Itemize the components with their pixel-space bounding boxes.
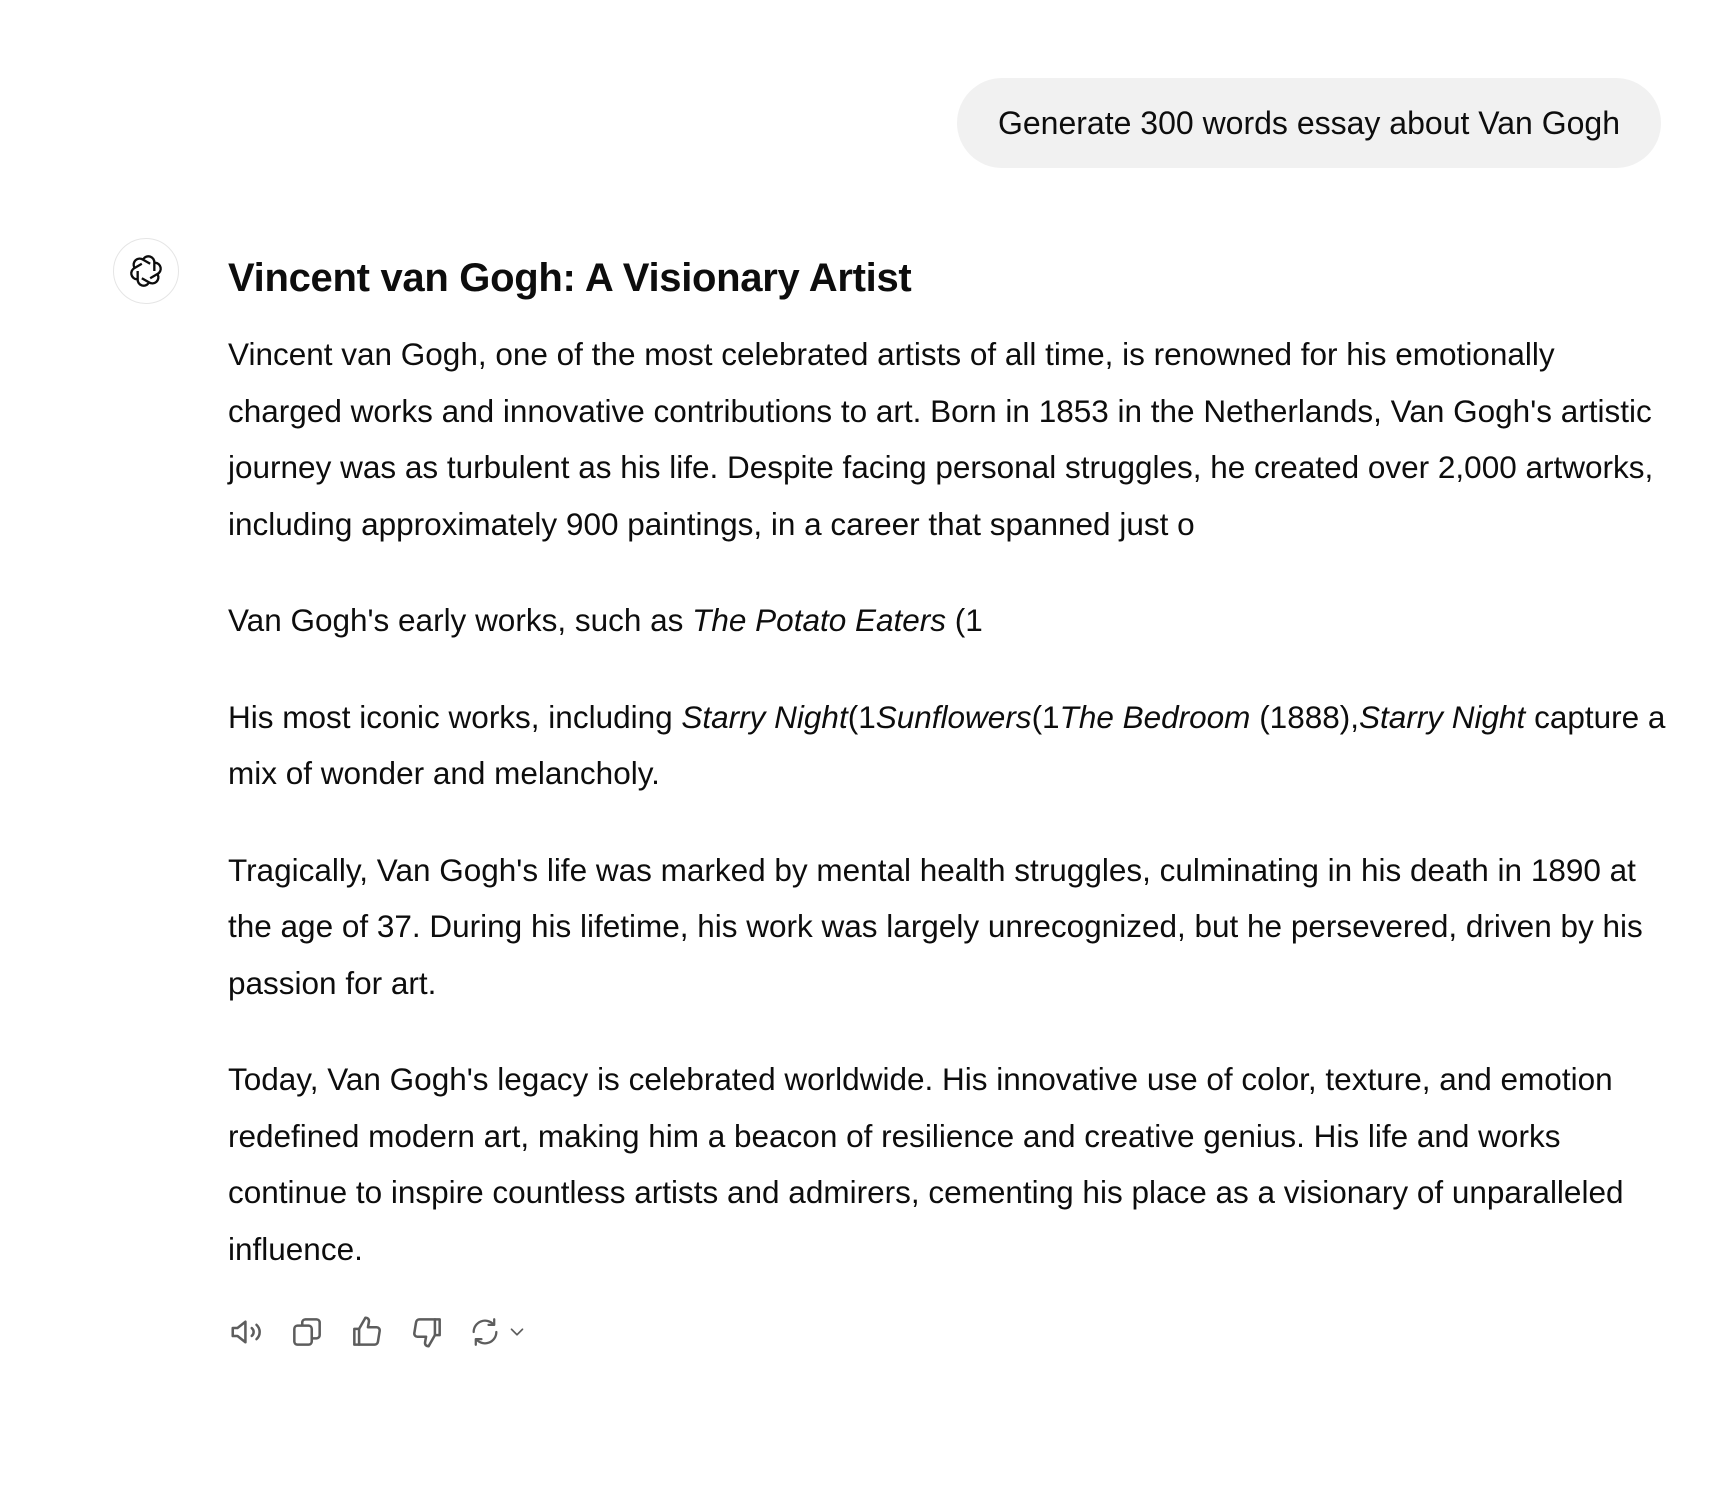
assistant-message xyxy=(228,252,1668,1317)
text-run: Van Gogh's early works, such as xyxy=(228,602,693,638)
good-response-button[interactable] xyxy=(348,1310,408,1354)
copy-icon xyxy=(288,1313,326,1351)
text-run: (1 xyxy=(1031,698,1060,735)
regenerate-icon xyxy=(468,1315,502,1349)
text-run: (1 xyxy=(946,602,983,638)
italic-title-potato-eaters: The Potato Eaters xyxy=(692,602,947,638)
italic-title-sunflowers: Sunflowers xyxy=(875,698,1032,735)
essay-paragraph-3 xyxy=(228,689,1668,802)
text-run: (1 xyxy=(847,698,876,735)
essay-paragraph-1: Vincent van Gogh, one of the most celebrated artists of all time, is renowned for his emotionally charged works and innovative contributions to art. Born in 1853 in the Netherlands, Van Gogh's artistic journey was as turbulent as his life. Despite facing personal struggles, he created over 2,000 artworks, including approximately 900 paintings, in a career that spanned just o xyxy=(228,336,1654,542)
openai-logo-icon xyxy=(126,251,166,291)
essay-paragraph-2 xyxy=(228,592,1668,649)
italic-title-the-bedroom: The Bedroom xyxy=(1059,698,1251,735)
user-message-bubble: Generate 300 words essay about Van Gogh xyxy=(957,78,1661,168)
message-actions xyxy=(228,1310,528,1354)
bad-response-button[interactable] xyxy=(408,1310,468,1354)
text-run: His most iconic works, including xyxy=(228,698,682,735)
copy-button[interactable] xyxy=(288,1310,348,1354)
essay-title: Vincent van Gogh: A Visionary Artist xyxy=(228,256,912,300)
italic-title-starry-night: Starry Night xyxy=(681,698,848,735)
chevron-down-icon xyxy=(506,1321,528,1343)
essay-paragraph-5: Today, Van Gogh's legacy is celebrated worldwide. His innovative use of color, texture, and emotion redefined modern art, making him a beacon of resilience and creative genius. His life and works continue to inspire countless artists and admirers, cementing his place as a visionary of unparalleled influence. xyxy=(228,1061,1624,1267)
thumbs-up-icon xyxy=(348,1313,386,1351)
thumbs-down-icon xyxy=(408,1313,446,1351)
read-aloud-button[interactable] xyxy=(228,1310,288,1354)
assistant-avatar xyxy=(113,238,179,304)
regenerate-button[interactable] xyxy=(468,1315,528,1349)
essay-paragraph-4: Tragically, Van Gogh's life was marked by mental health struggles, culminating in his death in 1890 at the age of 37. During his lifetime, his work was largely unrecognized, but he persevered, driven by his passion for art. xyxy=(228,851,1643,1001)
speaker-icon xyxy=(228,1313,266,1351)
text-run: (1888), xyxy=(1250,698,1359,735)
italic-title-starry-night-2: Starry Night xyxy=(1359,698,1526,735)
text-run: capture a mix of wonder and melancholy. xyxy=(228,698,1666,791)
